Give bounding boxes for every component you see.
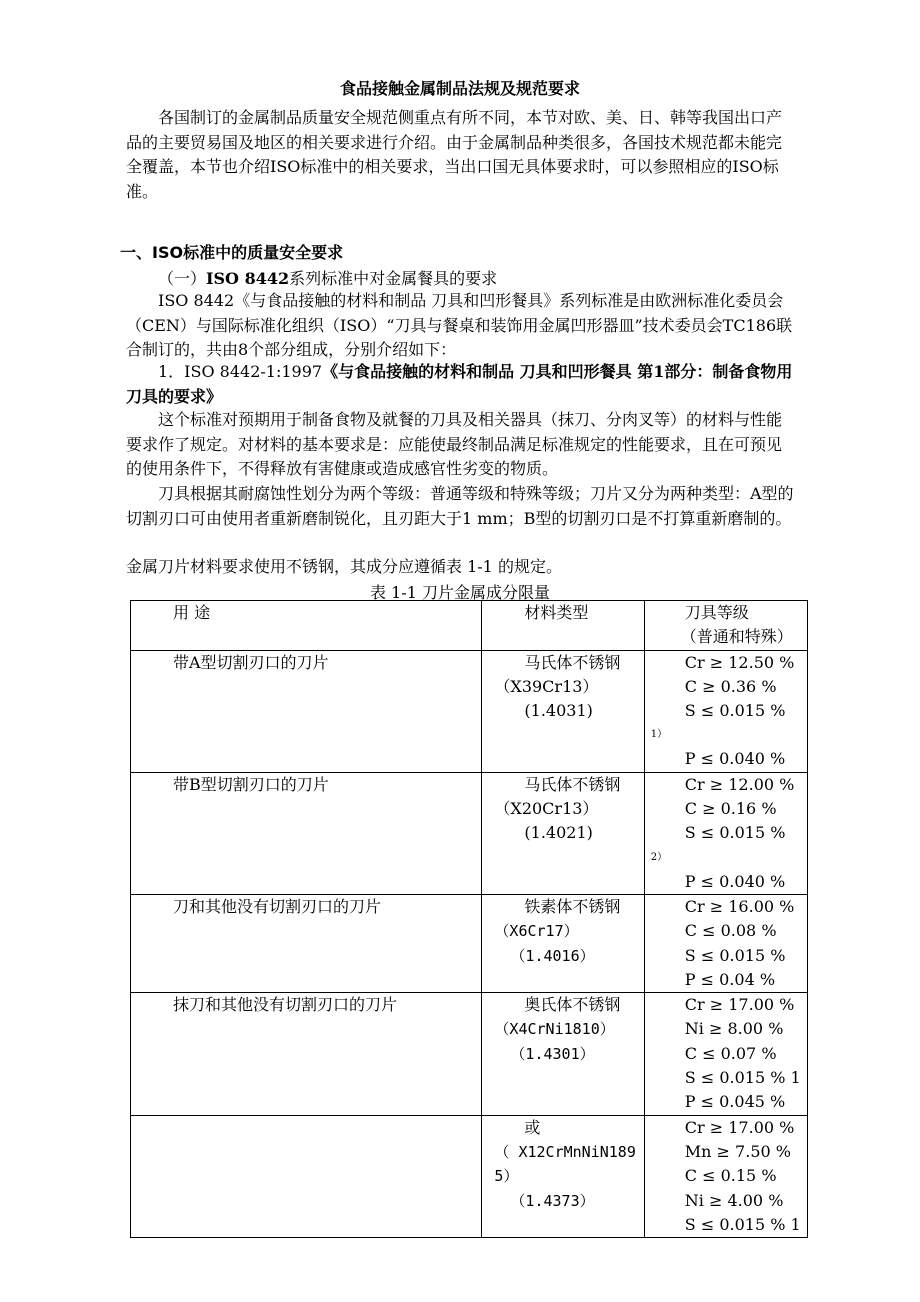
material-type: 马氏体不锈钢 xyxy=(524,774,621,794)
header-use: 用 途 xyxy=(131,601,482,651)
material-type: 铁素体不锈钢 xyxy=(524,896,621,916)
material-designation: （X4CrNi1810） xyxy=(494,1020,615,1039)
limit-value: P ≤ 0.045 % xyxy=(684,1092,786,1112)
row-limits xyxy=(644,772,807,894)
row-limits xyxy=(644,1115,807,1237)
material-number: （1.4301） xyxy=(510,1044,595,1063)
section-heading-iso: 一、ISO标准中的质量安全要求 xyxy=(120,243,344,262)
composition-table xyxy=(130,600,808,1238)
table-row xyxy=(131,894,808,992)
material-designation: （X20Cr13） xyxy=(494,799,599,819)
limit-value: C ≥ 0.36 % xyxy=(684,676,777,696)
limit-value: Cr ≥ 12.00 % xyxy=(684,774,795,794)
material-type: 或 xyxy=(524,1117,541,1137)
limit-value: S ≤ 0.015 % xyxy=(684,945,786,965)
subsection-heading-iso8442 xyxy=(158,266,497,289)
material-type: 马氏体不锈钢 xyxy=(524,652,621,672)
subsection-rest: 系列标准中对金属餐具的要求 xyxy=(289,269,498,288)
limit-value: Mn ≥ 7.50 % xyxy=(684,1141,791,1161)
limit-value: Cr ≥ 17.00 % xyxy=(684,995,795,1015)
scope-paragraph: 这个标准对预期用于制备食物及就餐的刀具及相关器具（抹刀、分肉叉等）的材料与性能要求作了规定。对材料的基本要求是：应能使最终制品满足标准规定的性能要求，且在可预见的使用条件下，不得释放有害健康或造成感官性劣变的物质。 xyxy=(126,410,783,478)
limit-value: P ≤ 0.04 % xyxy=(684,969,776,989)
row-limits xyxy=(644,650,807,772)
row-material xyxy=(482,993,644,1115)
material-designation-cont: 5） xyxy=(494,1167,519,1186)
material-designation: （ X12CrMnNiN189 xyxy=(494,1142,636,1161)
header-material xyxy=(482,601,644,651)
intro-paragraph: 各国制订的金属制品质量安全规范侧重点有所不同，本节对欧、美、日、韩等我国出口产品的主要贸易国及地区的相关要求进行介绍。由于金属制品种类很多，各国技术规范都未能完全覆盖，本节也介绍ISO标准中的相关要求，当出口国无具体要求时，可以参照相应的ISO标准。 xyxy=(126,108,783,201)
row-use: 抹刀和其他没有切割刃口的刀片 xyxy=(131,993,482,1115)
document-title: 食品接触金属制品法规及规范要求 xyxy=(339,79,580,98)
row-use xyxy=(131,1115,482,1237)
limit-value: S ≤ 0.015 % xyxy=(684,701,786,721)
part1-heading xyxy=(126,360,796,409)
row-material xyxy=(482,894,644,992)
table-reference-paragraph: 金属刀片材料要求使用不锈钢，其成分应遵循表 1-1 的规定。 xyxy=(126,557,562,576)
material-designation: （X39Cr13） xyxy=(494,676,599,696)
material-number: （1.4016） xyxy=(510,946,595,965)
limit-value: Cr ≥ 17.00 % xyxy=(684,1117,795,1137)
row-use: 刀和其他没有切割刃口的刀片 xyxy=(131,894,482,992)
subsection-prefix: （一） xyxy=(158,269,207,288)
limit-value: Ni ≥ 8.00 % xyxy=(684,1019,784,1039)
row-material xyxy=(482,1115,644,1237)
material-number: （1.4373） xyxy=(510,1191,595,1210)
limit-value: S ≤ 0.015 % 1 xyxy=(684,1214,801,1234)
limit-value: P ≤ 0.040 % xyxy=(684,749,786,769)
table-row xyxy=(131,772,808,894)
limit-value: C ≤ 0.08 % xyxy=(684,921,777,941)
table-row xyxy=(131,1115,808,1237)
limit-value: Cr ≥ 12.50 % xyxy=(684,652,795,672)
material-number: (1.4031) xyxy=(524,701,593,721)
row-limits xyxy=(644,993,807,1115)
header-material-label: 材料类型 xyxy=(524,603,589,622)
row-material xyxy=(482,772,644,894)
header-grade-line1: 刀具等级 xyxy=(684,603,749,622)
row-material xyxy=(482,650,644,772)
limit-value: C ≤ 0.07 % xyxy=(684,1043,777,1063)
grades-paragraph: 刀具根据其耐腐蚀性划分为两个等级：普通等级和特殊等级；刀片又分为两种类型：A型的切割刃口可由使用者重新磨制锐化，且刃距大于1 mm；B型的切割刃口是不打算重新磨制的。 xyxy=(126,484,794,528)
limit-value: C ≤ 0.15 % xyxy=(684,1166,777,1186)
limit-value: C ≥ 0.16 % xyxy=(684,799,777,819)
material-number: (1.4021) xyxy=(524,823,593,843)
header-grade-line2: （普通和特殊） xyxy=(680,627,793,647)
table-caption: 表 1-1 刀片金属成分限量 xyxy=(370,583,550,602)
subsection-standard: ISO 8442 xyxy=(206,269,290,288)
row-use: 带B型切割刃口的刀片 xyxy=(131,772,482,894)
limit-value: Cr ≥ 16.00 % xyxy=(684,896,795,916)
material-designation: （X6Cr17） xyxy=(494,922,579,941)
table-row xyxy=(131,993,808,1115)
header-grade xyxy=(644,601,807,651)
footnote-marker: 2） xyxy=(650,851,668,863)
part1-number: 1．ISO 8442-1:1997 xyxy=(158,362,323,381)
row-use: 带A型切割刃口的刀片 xyxy=(131,650,482,772)
table-row xyxy=(131,650,808,772)
limit-value: P ≤ 0.040 % xyxy=(684,871,786,891)
material-type: 奥氏体不锈钢 xyxy=(524,995,621,1015)
table-header-row xyxy=(131,601,808,651)
limit-value: S ≤ 0.015 % xyxy=(684,823,786,843)
footnote-marker: 1） xyxy=(650,729,668,741)
limit-value: S ≤ 0.015 % 1 xyxy=(684,1068,801,1088)
part1-title: 《与食品接触的材料和制品 刀具和凹形餐具 第1部分：制备食物用刀具的要求》 xyxy=(126,362,793,406)
limit-value: Ni ≥ 4.00 % xyxy=(684,1190,784,1210)
row-limits xyxy=(644,894,807,992)
iso8442-paragraph: ISO 8442《与食品接触的材料和制品 刀具和凹形餐具》系列标准是由欧洲标准化委员会（CEN）与国际标准化组织（ISO）“刀具与餐桌和装饰用金属凹形器皿”技术委员会TC186联合制订的，共由8个部分组成，分别介绍如下： xyxy=(126,291,793,359)
